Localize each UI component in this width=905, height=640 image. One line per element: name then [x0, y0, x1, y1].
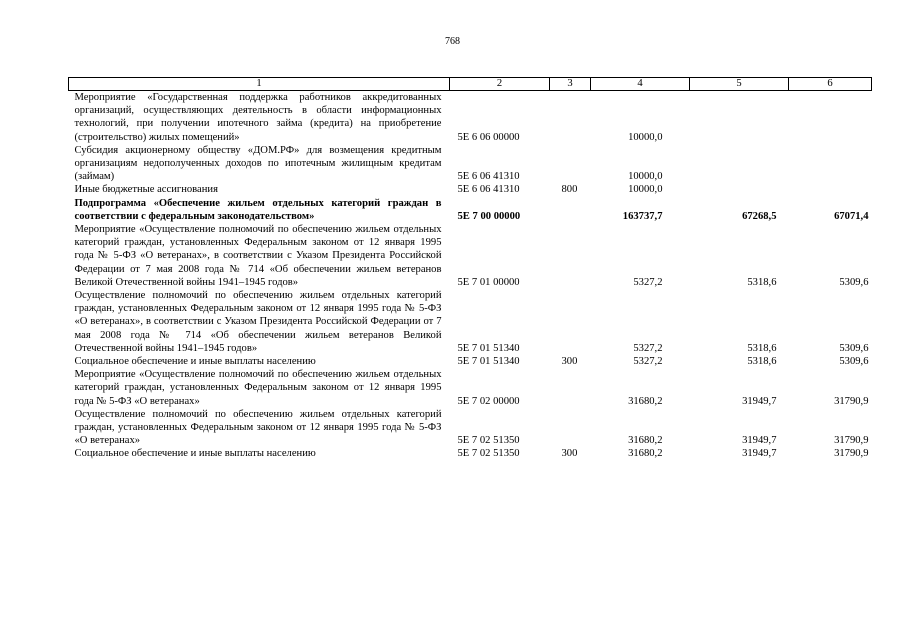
table-row: [69, 289, 872, 355]
header-col-1: 1: [69, 78, 450, 91]
row-value-col6: [789, 91, 872, 144]
row-value-col6: 67071,4: [834, 210, 869, 222]
row-name: Подпрограмма «Обеспечение жильем отдельных категорий граждан в соответствии с федеральным законодательством»: [74, 197, 442, 222]
row-name: Мероприятие «Осуществление полномочий по обеспечению жильем отдельных категорий граждан, установленных Федеральным законом от 12 января 1995 года № 5-ФЗ «О ветеранах»: [74, 369, 442, 407]
row-value-col5: [690, 91, 789, 144]
row-name: Социальное обеспечение и иные выплаты населению: [74, 356, 316, 368]
row-value-col6: 31790,9: [834, 448, 869, 460]
header-col-5: 5: [690, 78, 789, 91]
table-row: [69, 197, 872, 223]
row-value-col6: [789, 144, 872, 184]
row-name: Мероприятие «Осуществление полномочий по обеспечению жильем отдельных категорий граждан, установленных Федеральным законом от 12 января 1995 года № 5-ФЗ «О ветеранах», в соответствии с Указом Президента Российской Федерации от 7 мая 2008 года № 714 «Об обеспечении жильем ветеранов Великой Отечественной войны 1941–1945 годов»: [74, 224, 442, 288]
row-code: 5Е 6 06 41310: [457, 184, 520, 196]
row-expense-type: 800: [561, 184, 578, 196]
row-value-col5: [690, 144, 789, 184]
table-row: [69, 408, 872, 448]
row-expense-type: 300: [561, 356, 578, 368]
header-col-6: 6: [789, 78, 872, 91]
header-col-3: 3: [550, 78, 591, 91]
row-expense-type: [550, 289, 591, 355]
row-value-col4: 5327,2: [633, 342, 663, 354]
row-value-col6: 5309,6: [839, 276, 869, 288]
row-value-col4: 10000,0: [628, 184, 663, 196]
row-name: Мероприятие «Государственная поддержка работников аккредитованных организаций, осуществляющих деятельность в области информационных технологий, при получении ипотечного займа (кредита) на приобретение (строительство) жилых помещений»: [74, 92, 442, 143]
row-code: 5Е 6 06 00000: [457, 131, 520, 143]
row-value-col5: 67268,5: [742, 210, 777, 222]
row-expense-type: [550, 223, 591, 289]
header-row: [69, 78, 872, 91]
row-value-col5: 31949,7: [742, 448, 777, 460]
row-expense-type: [550, 408, 591, 448]
budget-table: [68, 77, 872, 461]
row-code: 5Е 7 00 00000: [457, 210, 521, 222]
row-code: 5Е 6 06 41310: [457, 171, 520, 183]
row-value-col4: 31680,2: [628, 395, 663, 407]
row-value-col4: 163737,7: [622, 210, 663, 222]
row-value-col5: 31949,7: [742, 435, 777, 447]
table-body: [69, 91, 872, 461]
row-name: Субсидия акционерному обществу «ДОМ.РФ» для возмещения кредитным организациям недополученных доходов по ипотечным жилищным кредитам (займам): [74, 144, 442, 183]
row-value-col4: 5327,2: [633, 356, 663, 368]
row-code: 5Е 7 02 00000: [457, 395, 520, 407]
row-value-col4: 10000,0: [628, 131, 663, 143]
row-code: 5Е 7 01 00000: [457, 276, 520, 288]
table-row: [69, 447, 872, 460]
header-col-4: 4: [591, 78, 690, 91]
row-value-col6: 31790,9: [834, 435, 869, 447]
row-name: Социальное обеспечение и иные выплаты населению: [74, 448, 316, 460]
table-row: [69, 368, 872, 408]
header-col-2: 2: [450, 78, 550, 91]
row-value-col5: 31949,7: [742, 395, 777, 407]
row-code: 5Е 7 01 51340: [457, 356, 520, 368]
row-value-col4: 5327,2: [633, 276, 663, 288]
row-value-col5: 5318,6: [747, 276, 777, 288]
row-name: Осуществление полномочий по обеспечению жильем отдельных категорий граждан, установленных Федеральным законом от 12 января 1995 года № 5-ФЗ «О ветеранах»: [74, 408, 442, 447]
row-expense-type: [550, 144, 591, 184]
row-name: Иные бюджетные ассигнования: [74, 184, 218, 196]
row-value-col5: 5318,6: [747, 342, 777, 354]
row-value-col5: [690, 183, 789, 196]
row-expense-type: [550, 368, 591, 408]
row-expense-type: [550, 197, 591, 223]
row-value-col6: 5309,6: [839, 342, 869, 354]
row-value-col6: 31790,9: [834, 395, 869, 407]
table-row: [69, 91, 872, 144]
table-header: [69, 78, 872, 91]
row-name: Осуществление полномочий по обеспечению жильем отдельных категорий граждан, установленных Федеральным законом от 12 января 1995 года № 5-ФЗ «О ветеранах», в соответствии с Указом Президента Российской Федерации от 7 мая 2008 года № 714 «Об обеспечении жильем ветеранов Великой Отечественной войны 1941–1945 годов»: [74, 290, 442, 354]
table-row: [69, 144, 872, 184]
row-value-col6: [789, 183, 872, 196]
row-value-col4: 10000,0: [628, 171, 663, 183]
table-row: [69, 223, 872, 289]
table-row: [69, 355, 872, 368]
row-value-col4: 31680,2: [628, 448, 663, 460]
row-code: 5Е 7 01 51340: [457, 342, 520, 354]
table-row: [69, 183, 872, 196]
row-value-col6: 5309,6: [839, 356, 869, 368]
row-expense-type: [550, 91, 591, 144]
row-value-col5: 5318,6: [747, 356, 777, 368]
row-code: 5Е 7 02 51350: [457, 448, 520, 460]
page-number: 768: [445, 36, 460, 47]
row-value-col4: 31680,2: [628, 435, 663, 447]
row-expense-type: 300: [561, 448, 578, 460]
row-code: 5Е 7 02 51350: [457, 435, 520, 447]
